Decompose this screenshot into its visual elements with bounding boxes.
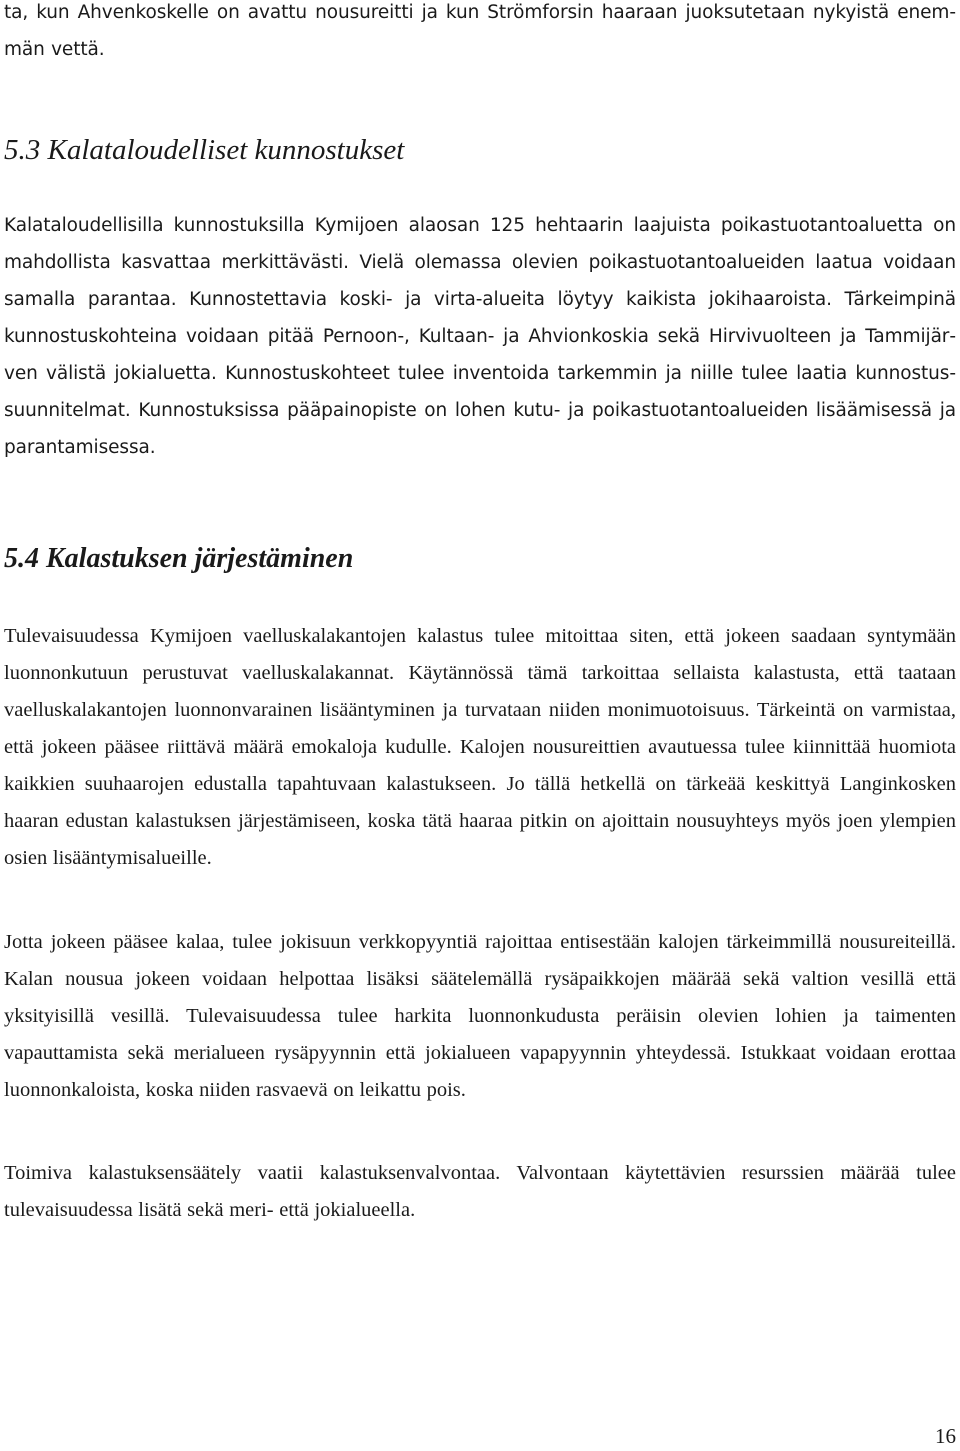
paragraph-kalastuksen-jarjestaminen-3: Toimiva kalastuksensäätely vaatii kalastuksenvalvontaa. Valvontaan käytettävien resurssien määrää tulee tulevaisuudessa lisätä sekä meri- että jokialueella.: [4, 1162, 956, 1221]
paragraph-kalataloudelliset-kunnostukset: Kalataloudellisilla kunnostuksilla Kymijoen alaosan 125 hehtaarin laajuista poikastuotantoaluetta on mahdollista kasvattaa merkittävästi. Vielä olemassa olevien poikastuotantoalueiden laatua voidaan samalla parantaa. Kunnostettavia koski- ja virta-alueita löytyy kaikista jokihaaroista. Tärkeimpinä kunnostuskohteina voidaan pitää Pernoon-, Kultaan- ja Ahvionkoskia sekä Hirvivuolteen ja Tammijärven välistä jokialuetta. Kunnostuskohteet tulee inventoida tarkemmin ja niille tulee laatia kunnostussuunnitelmat. Kunnostuksissa pääpainopiste on lohen kutu- ja poikastuotantoalueiden lisäämisessä ja parantamisessa.: [4, 215, 956, 458]
paragraph-kalastuksen-jarjestaminen-2: Jotta jokeen pääsee kalaa, tulee jokisuun verkkopyyntiä rajoittaa entisestään kalojen tärkeimmillä nousureiteillä. Kalan nousua jokeen voidaan helpottaa lisäksi säätelemällä rysäpaikkojen määrää sekä valtion vesillä että yksityisillä vesillä. Tulevaisuudessa tulee harkita luonnonkudusta peräisin olevien lohien ja taimenten vapauttamista sekä merialueen rysäpyynnin että jokialueen vapapyynnin yhteydessä. Istukkaat voidaan erottaa luonnonkaloista, koska niiden rasvaevä on leikattu pois.: [4, 931, 956, 1101]
section-heading-5-3: 5.3 Kalataloudelliset kunnostukset: [4, 134, 405, 166]
paragraph-continuation: ta, kun Ahvenkoskelle on avattu nousureitti ja kun Strömforsin haaraan juoksutetaan nykyistä enemmän vettä.: [4, 2, 956, 60]
section-heading-5-4: 5.4 Kalastuksen järjestäminen: [4, 543, 354, 574]
page-number: 16: [935, 1424, 956, 1448]
paragraph-kalastuksen-jarjestaminen-1: Tulevaisuudessa Kymijoen vaelluskalakantojen kalastus tulee mitoittaa siten, että jokeen saadaan syntymään luonnonkutuun perustuvat vaelluskalakannat. Käytännössä tämä tarkoittaa sellaista kalastusta, että taataan vaelluskalakantojen luonnonvarainen lisääntyminen ja turvataan niiden monimuotoisuus. Tärkeintä on varmistaa, että jokeen pääsee riittävä määrä emokaloja kudulle. Kalojen nousureittien avautuessa tulee kiinnittää huomiota kaikkien suuhaarojen edustalla tapahtuvaan kalastukseen. Jo tällä hetkellä on tärkeää keskittyä Langinkosken haaran edustan kalastuksen järjestämiseen, koska tätä haaraa pitkin on ajoittain nousuyhteys myös joen ylempien osien lisääntymisalueille.: [4, 625, 956, 869]
